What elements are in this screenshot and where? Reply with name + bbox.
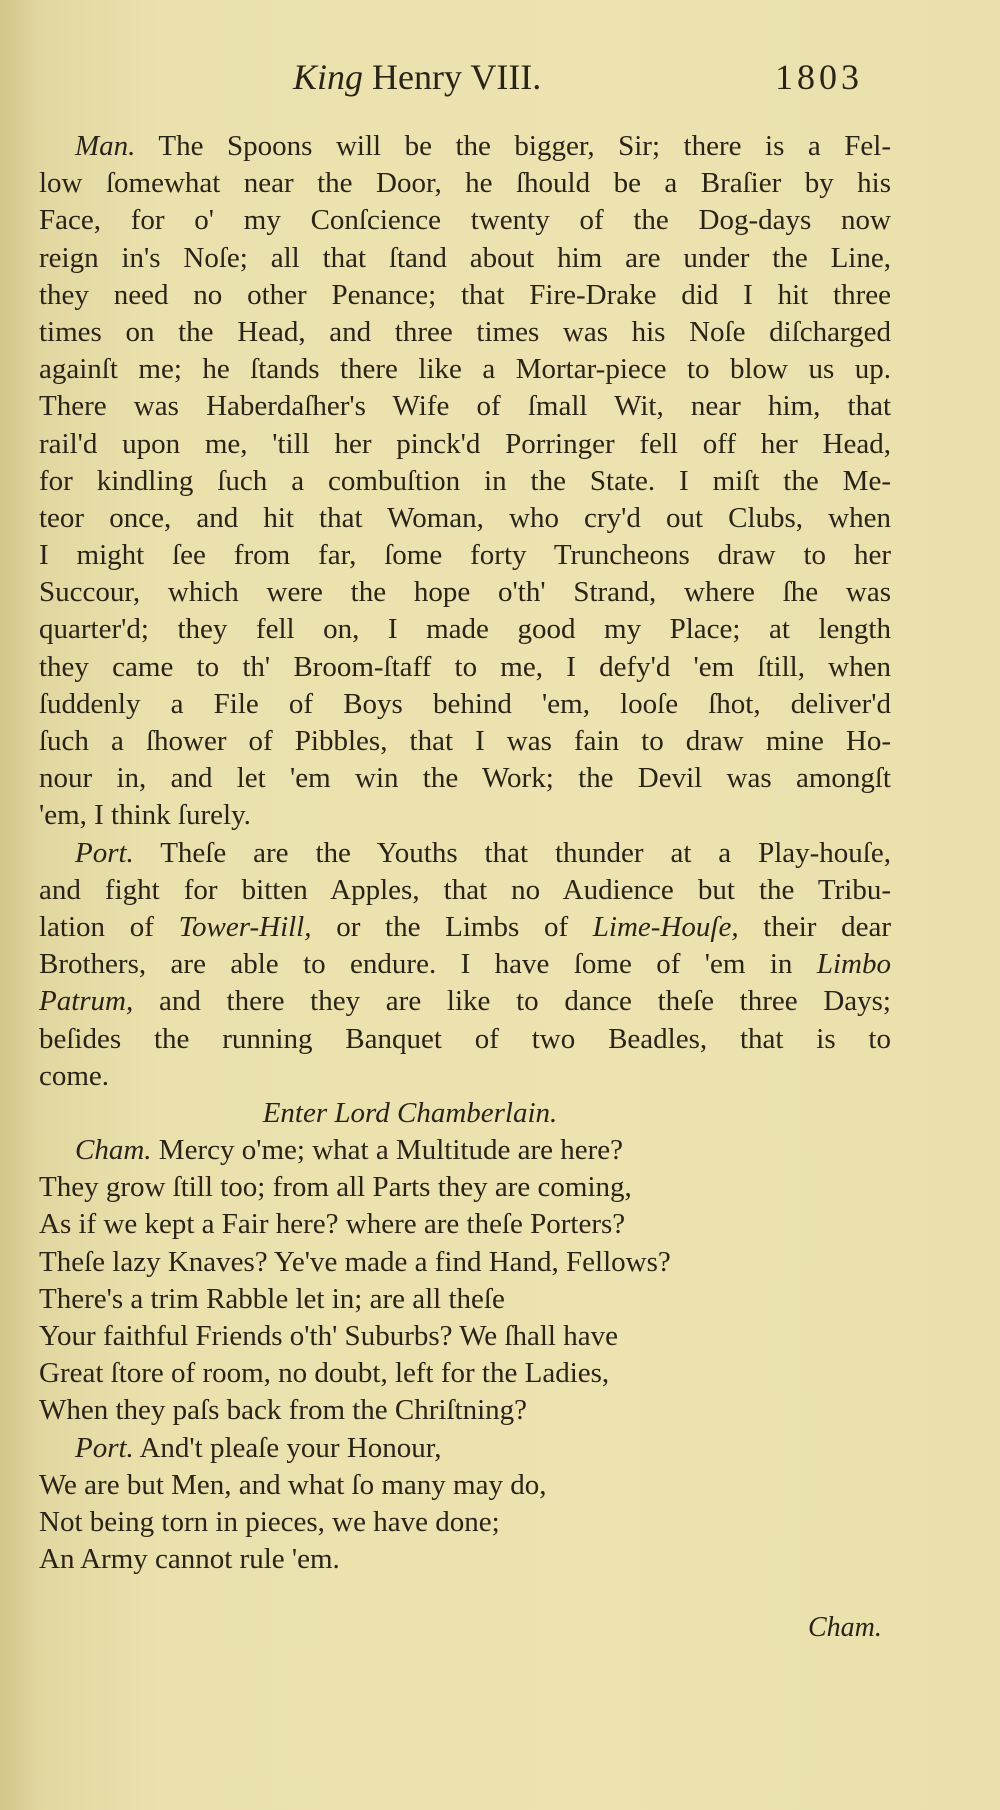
title-italic: King bbox=[293, 57, 364, 97]
text-line bbox=[39, 909, 891, 946]
verse-line: Great ſtore of room, no doubt, left for the Ladies, bbox=[39, 1357, 610, 1390]
verse-line: An Army cannot rule 'em. bbox=[39, 1543, 340, 1576]
text-line: and fight for bitten Apples, that no Audience but the Tribu- bbox=[39, 873, 891, 906]
line-text: lation of bbox=[39, 910, 179, 943]
latin-phrase: Patrum, bbox=[39, 985, 134, 1018]
line-text: Theſe are the Youths that thunder at a Play-houſe, bbox=[133, 836, 891, 869]
title-text: Henry VIII. bbox=[363, 57, 542, 97]
running-title bbox=[293, 56, 541, 98]
verse-line bbox=[39, 1132, 891, 1169]
text-line: Face, for o' my Conſcience twenty of the Dog-days now bbox=[39, 204, 891, 237]
speaker-name: Port. bbox=[75, 836, 134, 869]
text-line: reign in's Noſe; all that ſtand about him are under the Line, bbox=[39, 241, 891, 274]
text-line: beſides the running Banquet of two Beadles, that is to bbox=[39, 1022, 891, 1055]
line-text: their dear bbox=[738, 910, 891, 943]
running-header bbox=[0, 56, 1000, 100]
text-line bbox=[39, 835, 891, 872]
text-line: teor once, and hit that Woman, who cry'd out Clubs, when bbox=[39, 501, 891, 534]
line-text: or the Limbs of bbox=[311, 910, 593, 943]
text-line bbox=[39, 128, 891, 165]
verse-line: As if we kept a Fair here? where are theſe Porters? bbox=[39, 1208, 626, 1241]
stage-direction: Enter Lord Chamberlain. bbox=[262, 1096, 558, 1129]
line-text: and there they are like to dance theſe three Days; bbox=[133, 985, 891, 1018]
place-name: Lime-Houſe, bbox=[592, 910, 739, 943]
verse-line: We are but Men, and what ſo many may do, bbox=[39, 1468, 547, 1501]
text-line: againſt me; he ſtands there like a Mortar-piece to blow us up. bbox=[39, 353, 891, 386]
text-line: Succour, which were the hope o'th' Strand, where ſhe was bbox=[39, 576, 891, 609]
text-line: come. bbox=[39, 1059, 110, 1092]
line-text: The Spoons will be the bigger, Sir; there is a Fel- bbox=[135, 130, 891, 162]
text-line: There was Haberdaſher's Wife of ſmall Wit, near him, that bbox=[39, 390, 891, 423]
speaker-name: Man. bbox=[75, 130, 136, 162]
text-line: low ſomewhat near the Door, he ſhould be a Braſier by his bbox=[39, 167, 891, 200]
text-line bbox=[39, 946, 891, 983]
speech-man bbox=[39, 128, 891, 1578]
verse-line: Theſe lazy Knaves? Ye've made a find Hand, Fellows? bbox=[39, 1245, 671, 1278]
text-line: I might ſee from far, ſome forty Truncheons draw to her bbox=[39, 539, 891, 572]
catchword: Cham. bbox=[808, 1612, 882, 1643]
verse-line: Not being torn in pieces, we have done; bbox=[39, 1505, 500, 1538]
verse-line bbox=[39, 1430, 891, 1467]
text-line: for kindling ſuch a combuſtion in the State. I miſt the Me- bbox=[39, 464, 891, 497]
place-name: Tower-Hill, bbox=[178, 910, 312, 943]
text-line: ſuch a ſhower of Pibbles, that I was fain to draw mine Ho- bbox=[39, 725, 891, 757]
text-line: quarter'd; they fell on, I made good my Place; at length bbox=[39, 613, 891, 646]
verse-line: When they paſs back from the Chriſtning? bbox=[39, 1394, 528, 1427]
line-text: And't pleaſe your Honour, bbox=[133, 1431, 442, 1464]
page-number: 1803 bbox=[775, 57, 863, 97]
text-line bbox=[39, 983, 891, 1020]
line-text: Mercy o'me; what a Multitude are here? bbox=[151, 1134, 623, 1167]
speaker-name: Port. bbox=[75, 1431, 134, 1464]
speaker-name: Cham. bbox=[75, 1134, 152, 1167]
text-line: ſuddenly a File of Boys behind 'em, looſe ſhot, deliver'd bbox=[39, 687, 891, 720]
line-text: Brothers, are able to endure. I have ſome of 'em in bbox=[39, 948, 817, 981]
verse-line: Your faithful Friends o'th' Suburbs? We ſhall have bbox=[39, 1320, 618, 1352]
verse-line: They grow ſtill too; from all Parts they are coming, bbox=[39, 1171, 632, 1204]
text-line: nour in, and let 'em win the Work; the Devil was amongſt bbox=[39, 762, 891, 795]
text-line: times on the Head, and three times was his Noſe diſcharged bbox=[39, 315, 891, 348]
verse-line: There's a trim Rabble let in; are all theſe bbox=[39, 1282, 505, 1315]
text-line: they need no other Penance; that Fire-Drake did I hit three bbox=[39, 278, 891, 311]
text-line: rail'd upon me, 'till her pinck'd Porringer fell off her Head, bbox=[39, 427, 891, 460]
latin-phrase: Limbo bbox=[816, 948, 891, 981]
text-line: 'em, I think ſurely. bbox=[39, 799, 251, 832]
text-line: they came to th' Broom-ſtaff to me, I defy'd 'em ſtill, when bbox=[39, 650, 891, 683]
